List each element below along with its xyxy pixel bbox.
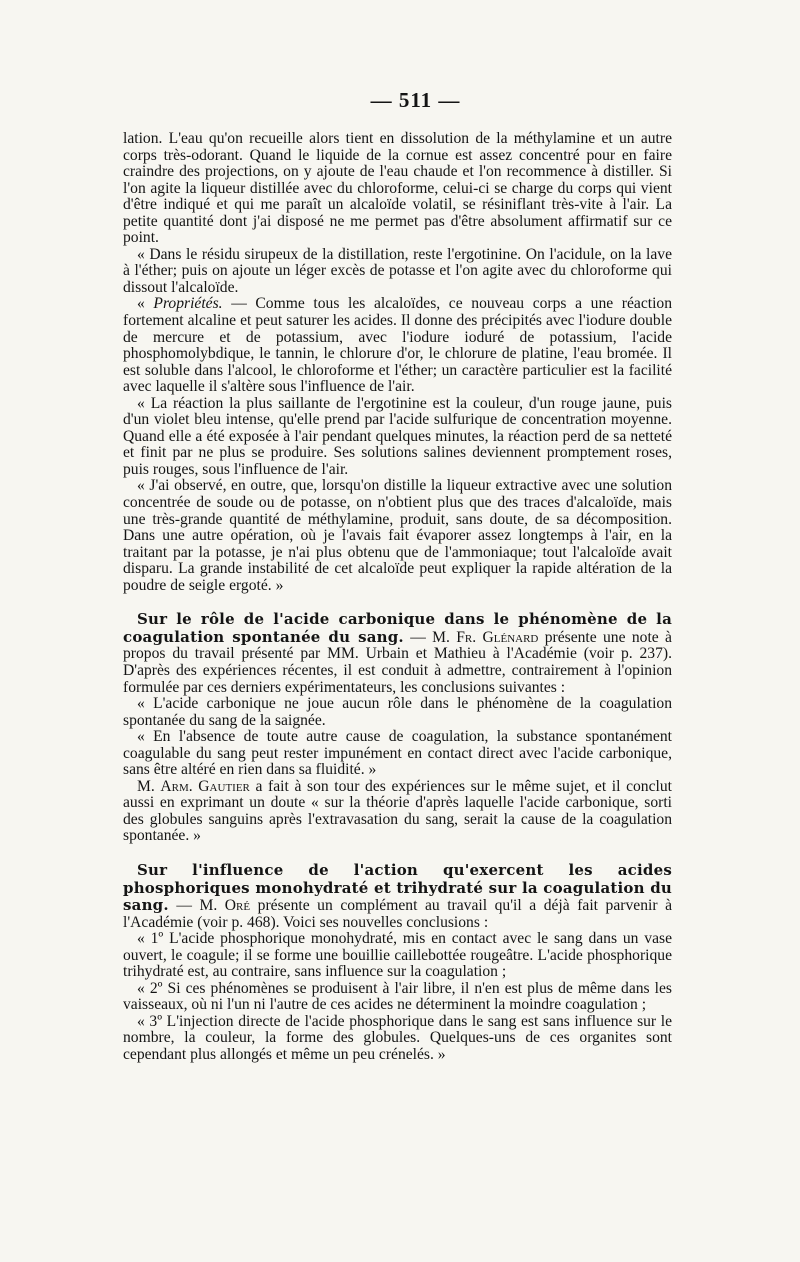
paragraph-text: a fait à son tour des expériences sur le même sujet, et il conclut aussi en exprimant un doute « sur la théorie d'après laquelle l'acide carbonique, sorti des globules sanguins après l'extravasation du sang, serait la cause de la coagulation spontanée. » bbox=[123, 777, 672, 845]
paragraph-start: M. bbox=[137, 777, 161, 795]
paragraph: lation. L'eau qu'on recueille alors tient en dissolution de la méthylamine et un autre corps très-odorant. Quand le liquide de la cornue est assez concentré pour en faire craindre des projections, on y ajoute de l'eau chaude et l'on recommence à distiller. Si l'on agite la liqueur distillée avec du chloroforme, celui-ci se charge du corps qui vient d'être indiqué et qui me paraît un alcaloïde volatil, se résiniflant très-vite à l'air. La petite quantité dont j'ai disposé ne me permet pas d'être absolument affirmatif sur ce point. bbox=[123, 130, 672, 247]
page-number: — 511 — bbox=[370, 88, 461, 112]
author-name: Arm. Gautier bbox=[160, 777, 250, 795]
paragraph bbox=[123, 779, 672, 845]
author-name: Oré bbox=[224, 897, 251, 915]
paragraph: « J'ai observé, en outre, que, lorsqu'on distille la liqueur extractive avec une solution concentrée de soude ou de potasse, on n'obtient plus que des traces d'alcaloïde, mais une très-grande quantité de méthylamine, produit, sans doute, de sa décomposition. Dans une autre opération, où je l'avais fait évaporer assez longtemps à l'air, en la traitant par la potasse, je n'ai plus obtenu que de l'ammoniaque; tout l'alcaloïde avait disparu. La grande instabilité de cet alcaloïde peut expliquer la rapide altération de la poudre de seigle ergoté. » bbox=[123, 477, 672, 594]
conclusion-item: « 3º L'injection directe de l'acide phosphorique dans le sang est sans influence sur le nombre, la couleur, la forme des globules. Quelques-uns de ces organites sont cependant plus allongés et même un peu crénelés. » bbox=[123, 1012, 672, 1063]
paragraph: « La réaction la plus saillante de l'ergotinine est la couleur, d'un rouge jaune, puis d'un violet bleu intense, qu'elle prend par l'acide sulfurique de concentration moyenne. Quand elle a été exposée à l'air pendant quelques minutes, la réaction perd de sa netteté et finit par ne plus se produire. Ses solutions salines deviennent promptement roses, puis rouges, sous l'influence de l'air. bbox=[123, 394, 672, 478]
paragraph: « Dans le résidu sirupeux de la distillation, reste l'ergotinine. On l'acidule, on la lave à l'éther; puis on ajoute un léger excès de potasse et l'on agite avec du chloroforme qui dissout l'alcaloïde. bbox=[123, 245, 672, 296]
paragraph: « L'acide carbonique ne joue aucun rôle dans le phénomène de la coagulation spontanée du sang de la saignée. bbox=[123, 695, 672, 729]
paragraph bbox=[123, 296, 672, 395]
author-name: Fr. Glénard bbox=[456, 628, 539, 646]
section-gap bbox=[123, 594, 672, 611]
intro-dash: — M. bbox=[168, 897, 225, 915]
paragraph: « En l'absence de toute autre cause de coagulation, la substance spontanément coagulable du sang peut rester impunément en contact direct avec l'acide carbonique, sans être altéré en rien dans sa fluidité. » bbox=[123, 728, 672, 779]
conclusion-item: « 1º L'acide phosphorique monohydraté, mis en contact avec le sang dans un vase ouvert, le coagule; il se forme une bouillie caillebottée rougeâtre. L'acide phosphorique trihydraté est, au contraire, sans influence sur la coagulation ; bbox=[123, 930, 672, 981]
section-heading: Sur le rôle de l'acide carbonique dans le phénomène de la coagulation spontanée du sang. bbox=[123, 610, 672, 646]
intro-text: présente un complément au travail qu'il a déjà fait parvenir à l'Académie (voir p. 468). Voici ses nouvelles conclusions : bbox=[123, 897, 672, 931]
paragraph-text: — Comme tous les alcaloïdes, ce nouveau corps a une réaction fortement alcaline et peut saturer les acides. Il donne des précipités avec l'iodure double de mercure et de potassium, avec l'iodure ioduré de potassium, l'acide phosphomolybdique, le tannin, le chlorure d'or, le chlorure de platine, l'eau bromée. Il est soluble dans l'alcool, le chloroforme et l'éther; un caractère particulier est la facilité avec laquelle il s'altère sous l'influence de l'air. bbox=[123, 295, 672, 396]
section-gap bbox=[123, 845, 672, 862]
subheading-properties: Propriétés. bbox=[153, 295, 223, 313]
intro-dash: — M. bbox=[403, 628, 457, 646]
conclusion-item: « 2º Si ces phénomènes se produisent à l'air libre, il n'en est plus de même dans les vaisseaux, où ni l'un ni l'autre de ces acides ne déterminent la moindre coagulation ; bbox=[123, 979, 672, 1014]
quote-mark: « bbox=[137, 295, 154, 313]
section-heading: Sur l'influence de l'action qu'exercent les acides phosphoriques monohydraté et trihydraté sur la coagulation du sang. bbox=[123, 860, 672, 915]
intro-text: présente une note à propos du travail présenté par MM. Urbain et Mathieu à l'Académie (voir p. 237). D'après des expériences récentes, il est conduit à admettre, contrairement à l'opinion formulée par ces derniers expérimentateurs, les conclusions suivantes : bbox=[123, 628, 672, 696]
section-intro bbox=[123, 862, 672, 931]
page-text bbox=[123, 131, 672, 1064]
section-intro bbox=[123, 611, 672, 696]
